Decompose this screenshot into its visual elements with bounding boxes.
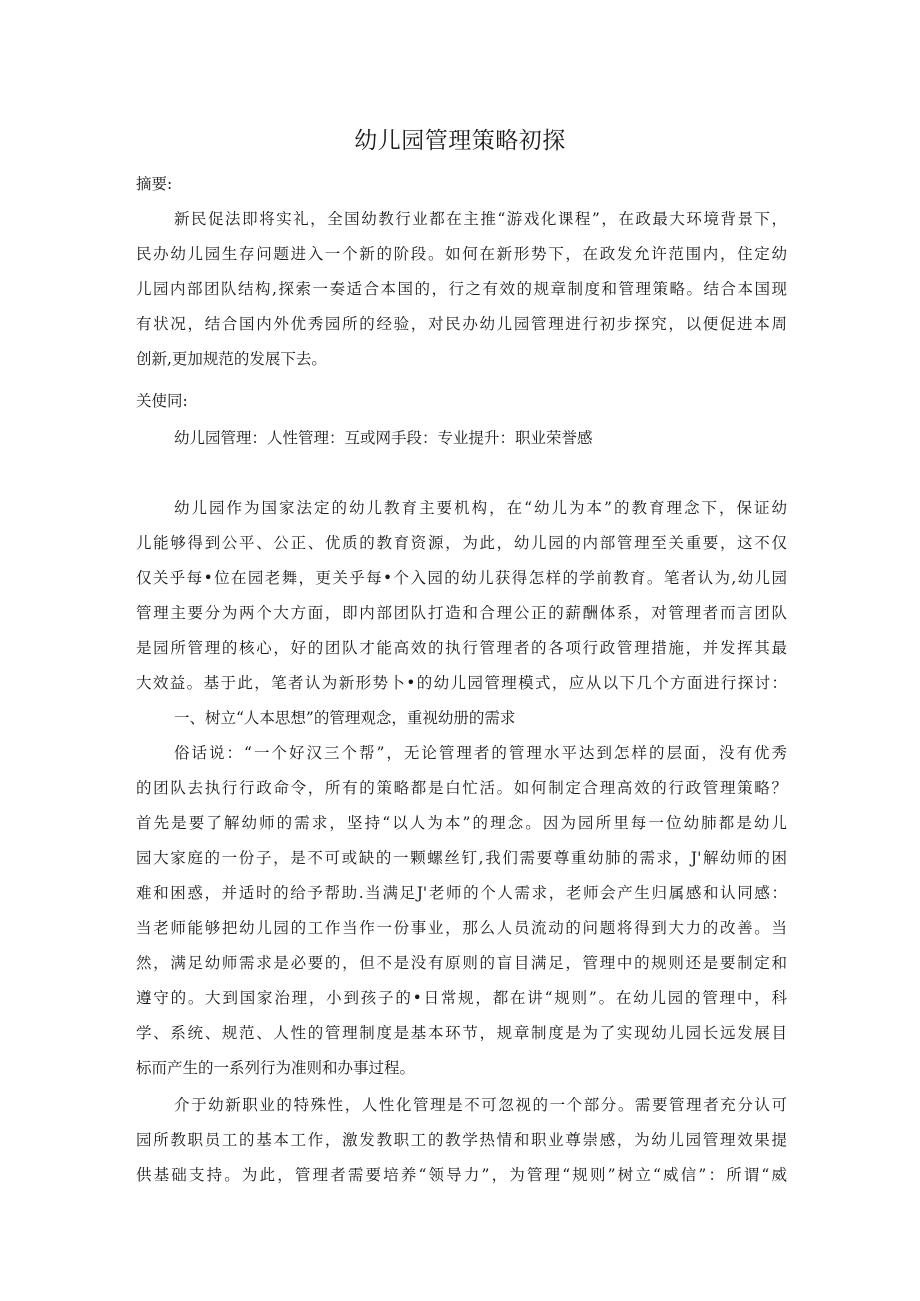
body-line: 大效益。基于此，笔者认为新形势卜•的幼儿园管理模式，应从以下几个方面进行探讨： bbox=[136, 674, 787, 692]
section-heading: 一、树立“人本思想”的管理观念，重视幼册的需求 bbox=[174, 709, 516, 727]
keywords-label: 关使同: bbox=[136, 392, 188, 410]
body-line: 当老师能够把幼儿园的工作当作一份事业，那么人员流动的问题将得到大力的改善。当 bbox=[136, 919, 787, 937]
body-line: 儿能够得到公平、公正、优质的教育资源，为此，幼儿园的内部管理至关重要，这不仅 bbox=[136, 534, 787, 552]
keywords-line: 幼儿园管理：人性管理：互或网手段：专业提升：职业荣誉感 bbox=[174, 429, 593, 447]
body-line: 的团队去执行行政命令，所有的策略都是白忙活。如何制定合理高效的行政管理策略？ bbox=[136, 779, 787, 797]
body-line: 学、系统、规范、人性的管理制度是基本环节，规章制度是为了实现幼儿园长远发展目 bbox=[136, 1024, 787, 1042]
abstract-line: 有状况，结合国内外优秀园所的经验，对民办幼儿园管理进行初步探究，以便促进本周 bbox=[136, 315, 787, 333]
body-line: 园所教职员工的基本工作，激发教职工的教学热情和职业尊崇感，为幼儿园管理效果提 bbox=[136, 1131, 787, 1149]
body-line: 管理主要分为两个大方面，即内部团队打造和合理公正的薪酬体系，对管理者而言团队 bbox=[136, 604, 787, 622]
body-line: 遵守的。大到国家治理，小到孩子的•日常规，都在讲“规则”。在幼儿园的管理中，科 bbox=[136, 989, 787, 1007]
body-line: 幼儿园作为国家法定的幼儿教育主要机构，在“幼儿为本”的教育理念下，保证幼 bbox=[174, 499, 787, 517]
abstract-line: 儿园内部团队结构,探索一奏适合本国的，行之有效的规章制度和管理策略。结合本国现 bbox=[136, 280, 787, 298]
body-line: 供基础支持。为此，管理者需要培养“领导力”，为管理“规则”树立“威信”：所谓“威 bbox=[136, 1166, 787, 1184]
abstract-line: 新民促法即将实礼，全国幼教行业都在主推“游戏化课程”，在政最大环境背景下， bbox=[174, 210, 787, 228]
body-line: 然，满足幼师需求是必要的，但不是没有原则的盲目满足，管理中的规则还是要制定和 bbox=[136, 954, 787, 972]
abstract-line: 创新,更加规范的发展下去。 bbox=[136, 350, 327, 368]
page-title: 幼儿园管理策略初探 bbox=[354, 128, 566, 154]
body-line: 首先是要了解幼师的需求，坚持“以人为本”的理念。因为园所里每一位幼肺都是幼儿 bbox=[136, 814, 787, 832]
body-line: 仅关乎每•位在园老舞，更关乎每•个入园的幼儿获得怎样的学前教育。笔者认为,幼儿园 bbox=[136, 569, 787, 587]
abstract-line: 民办幼儿园生存问题进入一个新的阶段。如何在新形势下，在政发允许范围内，住定幼 bbox=[136, 245, 787, 263]
body-line: 俗话说：“一个好汉三个帮”，无论管理者的管理水平达到怎样的层面，没有优秀 bbox=[174, 744, 787, 762]
abstract-label: 摘要: bbox=[136, 175, 173, 193]
body-line: 难和困惑，并适时的给予帮助.当满足J'老师的个人需求，老师会产生归属感和认同感： bbox=[136, 884, 787, 902]
body-line: 介于幼新职业的特殊性，人性化管理是不可忽视的一个部分。需要管理者充分认可 bbox=[174, 1096, 787, 1114]
body-line: 园大家庭的一份子，是不可或缺的一颗螺丝钉,我们需要尊重幼肺的需求，J'解幼师的困 bbox=[136, 849, 787, 867]
body-line: 标而产生的一系列行为准则和办事过程。 bbox=[136, 1059, 416, 1077]
body-line: 是园所管理的核心，好的团队才能高效的执行管理者的各项行政管理措施，并发挥其最 bbox=[136, 639, 787, 657]
